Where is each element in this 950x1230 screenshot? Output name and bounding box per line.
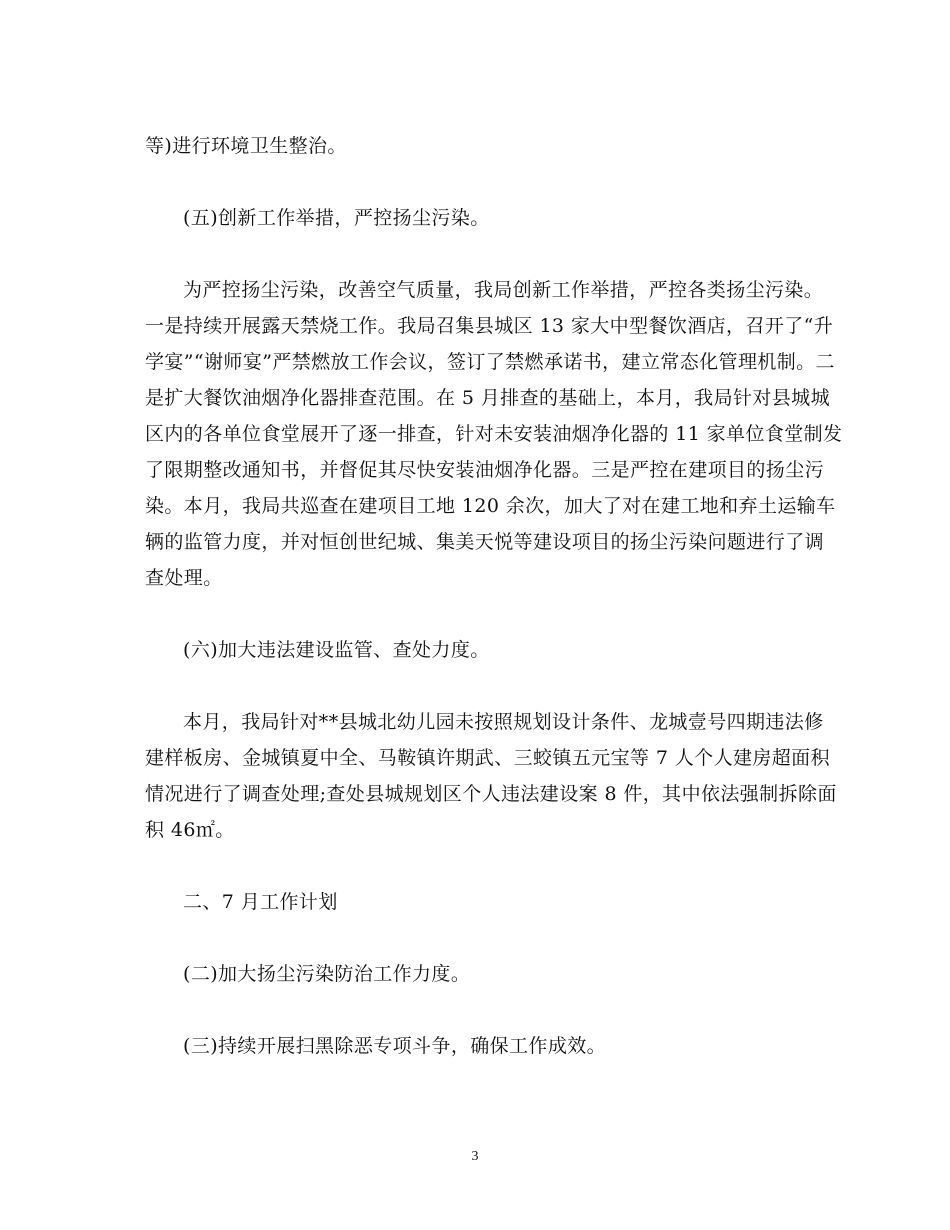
text-line: 是扩大餐饮油烟净化器排查范围。在 5 月排查的基础上，本月，我局针对县城城 — [145, 387, 830, 409]
paragraph-dust-control — [145, 272, 843, 596]
text-line: 辆的监管力度，并对恒创世纪城、集美天悦等建设项目的扬尘污染问题进行了调 — [145, 531, 825, 553]
plan-item-three — [145, 1028, 810, 1064]
text-line: 等)进行环境卫生整治。 — [145, 135, 347, 157]
text-line: 情况进行了调查处理;查处县城规划区个人违法建设案 8 件，其中依法强制拆除面 — [145, 783, 837, 805]
paragraph-illegal-construction — [145, 704, 837, 848]
text-line: 为严控扬尘污染，改善空气质量，我局创新工作举措，严控各类扬尘污染。 — [183, 279, 824, 301]
heading-work-plan — [145, 884, 810, 920]
text-line: 一是持续开展露天禁烧工作。我局召集县城区 13 家大中型餐饮酒店，召开了“升 — [145, 315, 834, 337]
text-line: 了限期整改通知书，并督促其尽快安装油烟净化器。三是严控在建项目的扬尘污 — [145, 459, 825, 481]
text-line: 染。本月，我局共巡查在建项目工地 120 余次，加大了对在建工地和弃土运输车 — [145, 495, 836, 517]
plan-item-two — [145, 956, 810, 992]
text-line: 区内的各单位食堂展开了逐一排查，针对未安装油烟净化器的 11 家单位食堂制发 — [145, 423, 843, 445]
text-line: 建样板房、金城镇夏中全、马鞍镇许期武、三蛟镇五元宝等 7 人个人建房超面积 — [145, 747, 830, 769]
text-line: 积 46㎡。 — [145, 819, 235, 841]
paragraph-continuation — [145, 128, 810, 164]
text-line: (五)创新工作举措，严控扬尘污染。 — [183, 207, 490, 229]
text-line: 二、7 月工作计划 — [183, 891, 338, 913]
page-number: 3 — [471, 1149, 479, 1164]
text-line: (三)持续开展扫黑除恶专项斗争，确保工作成效。 — [183, 1035, 607, 1057]
text-line: (六)加大违法建设监管、查处力度。 — [183, 639, 490, 661]
document-body — [145, 128, 843, 1100]
text-line: 本月，我局针对**县城北幼儿园未按照规划设计条件、龙城壹号四期违法修 — [183, 711, 824, 733]
text-line: 查处理。 — [145, 567, 223, 589]
heading-section-six — [145, 632, 810, 668]
text-line: (二)加大扬尘污染防治工作力度。 — [183, 963, 471, 985]
text-line: 学宴”“谢师宴”严禁燃放工作会议，签订了禁燃承诺书，建立常态化管理机制。二 — [145, 351, 835, 373]
heading-section-five — [145, 200, 810, 236]
